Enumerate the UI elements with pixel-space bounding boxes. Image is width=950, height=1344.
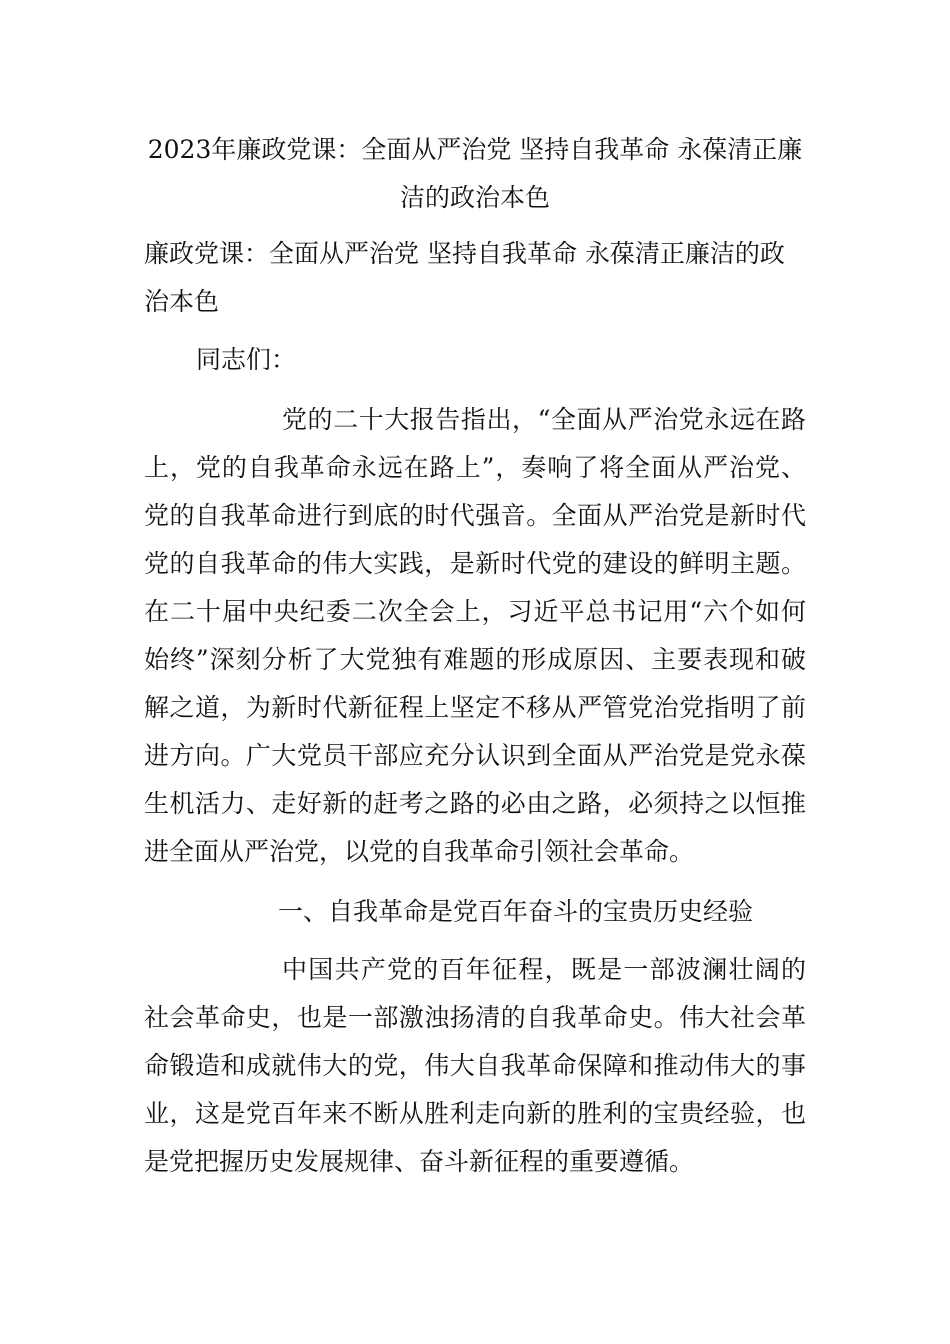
paragraph-1: 党的二十大报告指出，“全面从严治党永远在路上，党的自我革命永远在路上”，奏响了将全面从严治党、党的自我革命进行到底的时代强音。全面从严治党是新时代党的自我革命的伟大实践，是新时代党的建设的鲜明主题。在二十届中央纪委二次全会上，习近平总书记用“六个如何始终”深刻分析了大党独有难题的形成原因、主要表现和破解之道，为新时代新征程上坚定不移从严管党治党指明了前进方向。广大党员干部应充分认识到全面从严治党是党永葆生机活力、走好新的赶考之路的必由之路，必须持之以恒推进全面从严治党，以党的自我革命引领社会革命。 [144, 405, 806, 866]
greeting: 同志们： [196, 345, 297, 374]
document-title: 2023年廉政党课：全面从严治党 坚持自我革命 永葆清正廉洁的政治本色 [147, 135, 803, 212]
document-subtitle: 廉政党课：全面从严治党 坚持自我革命 永葆清正廉洁的政治本色 [144, 239, 785, 316]
document-body [144, 126, 806, 1186]
section-1-heading: 一、自我革命是党百年奋斗的宝贵历史经验 [278, 897, 754, 926]
paragraph-2: 中国共产党的百年征程，既是一部波澜壮阔的社会革命史，也是一部激浊扬清的自我革命史。伟大社会革命锻造和成就伟大的党，伟大自我革命保障和推动伟大的事业，这是党百年来不断从胜利走向新的胜利的宝贵经验，也是党把握历史发展规律、奋斗新征程的重要遵循。 [144, 955, 806, 1176]
